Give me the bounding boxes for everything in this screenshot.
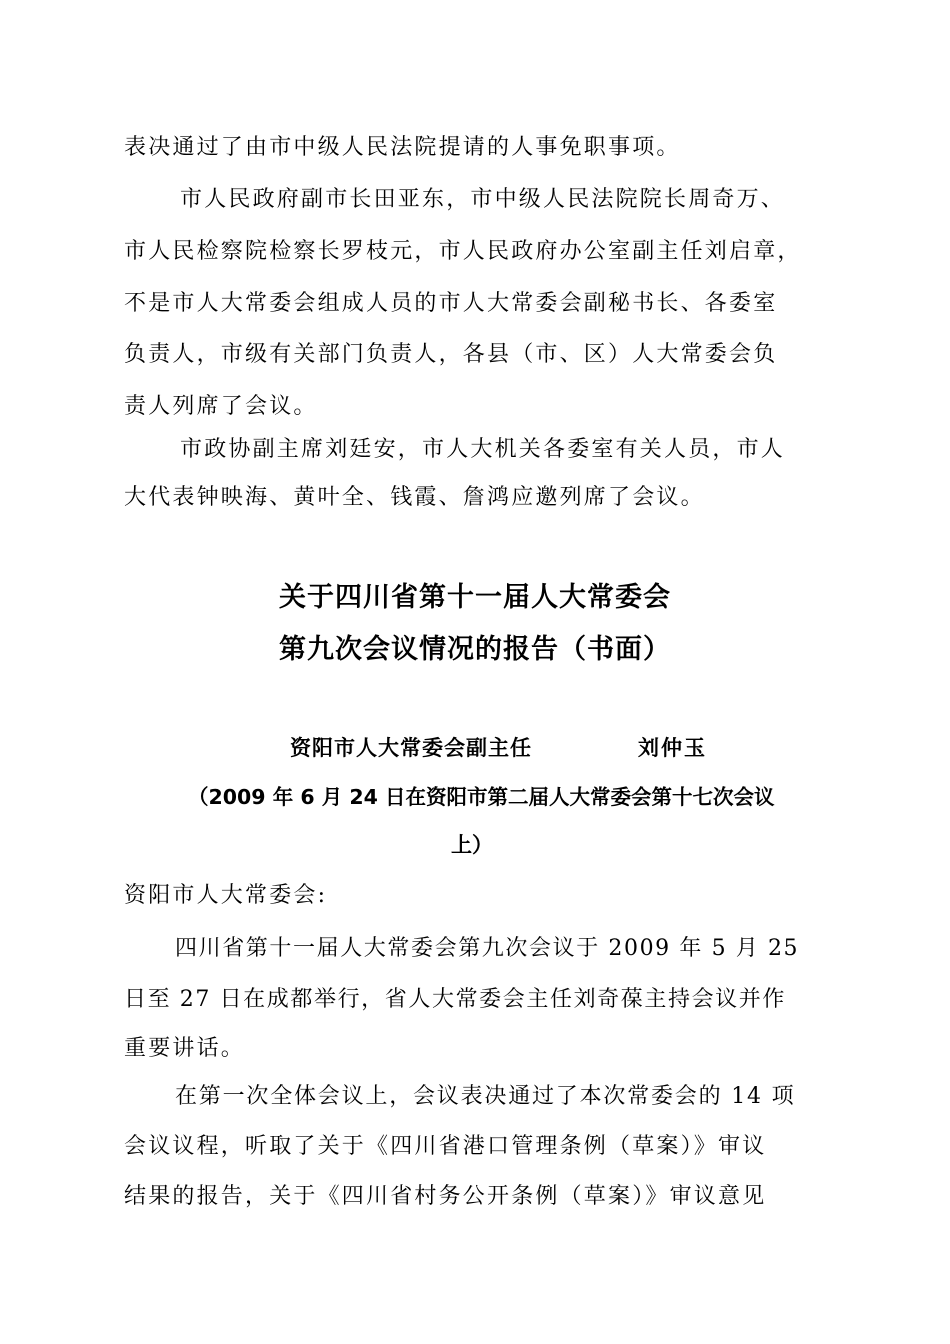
paragraph-line: 结果的报告，关于《四川省村务公开条例（草案）》审议意见: [124, 1184, 767, 1209]
paragraph-line: 责人列席了会议。: [124, 394, 318, 419]
report-title-line-2: 第九次会议情况的报告（书面）: [279, 634, 671, 665]
paragraph-line: 大代表钟映海、黄叶全、钱霞、詹鸿应邀列席了会议。: [124, 485, 705, 510]
paragraph-line: 不是市人大常委会组成人员的市人大常委会副秘书长、各委室: [124, 291, 778, 316]
paragraph-line: 日至 27 日在成都举行，省人大常委会主任刘奇葆主持会议并作: [124, 987, 786, 1012]
paragraph-line: 负责人，市级有关部门负责人，各县（市、区）人大常委会负: [124, 342, 778, 367]
paragraph-line: 表决通过了由市中级人民法院提请的人事免职事项。: [124, 135, 681, 160]
paragraph-line: 市政协副主席刘廷安，市人大机关各委室有关人员，市人: [180, 437, 786, 462]
byline-name: 刘仲玉: [638, 736, 707, 760]
date-note-line-1: （2009 年 6 月 24 日在资阳市第二届人大常委会第十七次会议: [188, 785, 775, 809]
paragraph-line: 四川省第十一届人大常委会第九次会议于 2009 年 5 月 25: [175, 936, 800, 961]
paragraph-line: 会议议程，听取了关于《四川省港口管理条例（草案）》审议: [124, 1134, 767, 1159]
salutation: 资阳市人大常委会:: [124, 883, 328, 908]
byline-position: 资阳市人大常委会副主任: [290, 736, 532, 760]
paragraph-line: 重要讲话。: [124, 1036, 246, 1061]
date-note-line-2: 上）: [451, 833, 493, 857]
report-title-line-1: 关于四川省第十一届人大常委会: [279, 582, 671, 613]
paragraph-line: 在第一次全体会议上，会议表决通过了本次常委会的 14 项: [175, 1084, 796, 1109]
paragraph-line: 市人民政府副市长田亚东，市中级人民法院院长周奇万、: [180, 187, 786, 212]
paragraph-line: 市人民检察院检察长罗枝元，市人民政府办公室副主任刘启章，: [124, 239, 802, 264]
